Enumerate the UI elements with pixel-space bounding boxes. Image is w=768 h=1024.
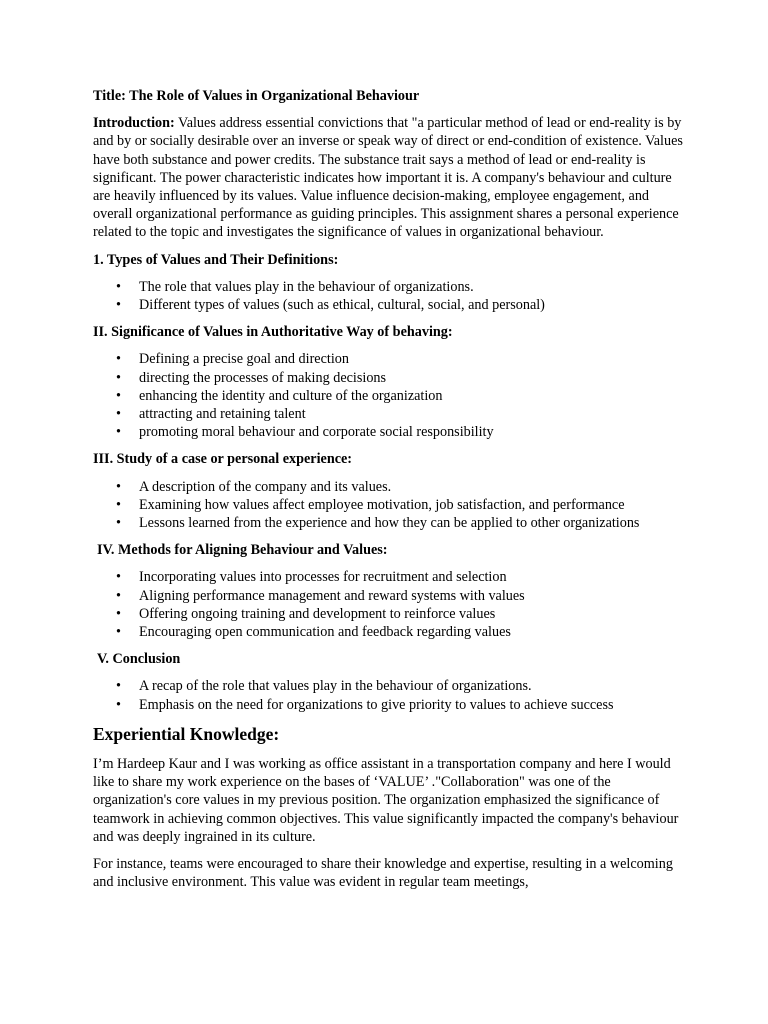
bullet-icon: • bbox=[116, 587, 121, 604]
list-item-text: directing the processes of making decisions bbox=[139, 369, 387, 386]
section-heading-conclusion: V. Conclusion bbox=[97, 651, 181, 668]
bullet-icon: • bbox=[116, 605, 121, 622]
bullet-icon: • bbox=[116, 297, 121, 314]
list-item bbox=[93, 350, 683, 368]
list-item-text: Encouraging open communication and feedback regarding values bbox=[139, 624, 511, 641]
section-list-case-study bbox=[93, 478, 683, 533]
section-heading-types: 1. Types of Values and Their Definitions: bbox=[93, 251, 339, 268]
list-item-text: enhancing the identity and culture of the organization bbox=[139, 387, 443, 404]
list-item bbox=[93, 605, 683, 623]
experiential-heading: Experiential Knowledge: bbox=[93, 723, 280, 744]
list-item bbox=[93, 369, 683, 387]
bullet-icon: • bbox=[116, 424, 121, 441]
list-item bbox=[93, 423, 683, 441]
list-item bbox=[93, 696, 683, 714]
list-item bbox=[93, 568, 683, 586]
bullet-icon: • bbox=[116, 278, 121, 295]
list-item-text: attracting and retaining talent bbox=[139, 406, 306, 423]
list-item-text: Examining how values affect employee motivation, job satisfaction, and performance bbox=[139, 496, 625, 513]
list-item-text: Different types of values (such as ethical, cultural, social, and personal) bbox=[139, 297, 545, 314]
list-item-text: Emphasis on the need for organizations to give priority to values to achieve success bbox=[139, 696, 614, 713]
list-item-text: Offering ongoing training and development to reinforce values bbox=[139, 605, 496, 622]
bullet-icon: • bbox=[116, 678, 121, 695]
bullet-icon: • bbox=[116, 478, 121, 495]
section-heading-case-study: III. Study of a case or personal experience: bbox=[93, 451, 353, 468]
section-heading-significance: II. Significance of Values in Authoritative Way of behaving: bbox=[93, 324, 453, 341]
list-item-text: Lessons learned from the experience and how they can be applied to other organizations bbox=[139, 515, 640, 532]
list-item bbox=[93, 387, 683, 405]
section-heading-methods: IV. Methods for Aligning Behaviour and Values: bbox=[97, 542, 388, 559]
list-item bbox=[93, 405, 683, 423]
intro-label: Introduction: bbox=[93, 115, 175, 132]
list-item bbox=[93, 278, 683, 296]
bullet-icon: • bbox=[116, 369, 121, 386]
intro-paragraph bbox=[93, 114, 683, 241]
bullet-icon: • bbox=[116, 387, 121, 404]
intro-text: Values address essential convictions that "a particular method of lead or end-reality is by and by or socially desirable over an inverse or speak way of direct or end-condition of existence. Values have both substance and power credits. The substance trait says a method of lead or end-reality is significant. The power characteristic indicates how important it is. A company's behaviour and culture are heavily influenced by its values. Value influence decision-making, employee engagement, and overall organizational performance as guiding principles. This assignment shares a personal experience related to the topic and investigates the significance of values in organizational behaviour. bbox=[93, 115, 683, 241]
list-item bbox=[93, 587, 683, 605]
document-title: Title: The Role of Values in Organizational Behaviour bbox=[93, 88, 420, 104]
bullet-icon: • bbox=[116, 569, 121, 586]
section-list-methods bbox=[93, 568, 683, 641]
list-item-text: Defining a precise goal and direction bbox=[139, 351, 349, 368]
section-list-types bbox=[93, 278, 683, 314]
list-item bbox=[93, 514, 683, 532]
section-list-conclusion bbox=[93, 677, 683, 713]
list-item bbox=[93, 623, 683, 641]
list-item bbox=[93, 677, 683, 695]
experiential-paragraph: For instance, teams were encouraged to share their knowledge and expertise, resulting in a welcoming and inclusive environment. This value was evident in regular team meetings, bbox=[93, 855, 673, 891]
list-item-text: A recap of the role that values play in the behaviour of organizations. bbox=[139, 678, 532, 695]
list-item bbox=[93, 496, 683, 514]
section-list-significance bbox=[93, 350, 683, 441]
list-item-text: The role that values play in the behaviour of organizations. bbox=[139, 278, 474, 295]
list-item bbox=[93, 296, 683, 314]
bullet-icon: • bbox=[116, 496, 121, 513]
bullet-icon: • bbox=[116, 515, 121, 532]
experiential-paragraph: I’m Hardeep Kaur and I was working as office assistant in a transportation company and here I would like to share my work experience on the bases of ‘VALUE’ ."Collaboration" was one of the organization's core values in my previous position. The organization emphasized the significance of teamwork in achieving common objectives. This value significantly impacted the company's behaviour and was deeply ingrained in its culture. bbox=[93, 755, 679, 845]
list-item-text: promoting moral behaviour and corporate social responsibility bbox=[139, 424, 494, 441]
bullet-icon: • bbox=[116, 406, 121, 423]
list-item-text: Incorporating values into processes for recruitment and selection bbox=[139, 569, 507, 586]
bullet-icon: • bbox=[116, 624, 121, 641]
list-item-text: A description of the company and its values. bbox=[139, 478, 392, 495]
list-item bbox=[93, 478, 683, 496]
bullet-icon: • bbox=[116, 696, 121, 713]
document-page bbox=[93, 87, 683, 900]
list-item-text: Aligning performance management and reward systems with values bbox=[139, 587, 525, 604]
bullet-icon: • bbox=[116, 351, 121, 368]
